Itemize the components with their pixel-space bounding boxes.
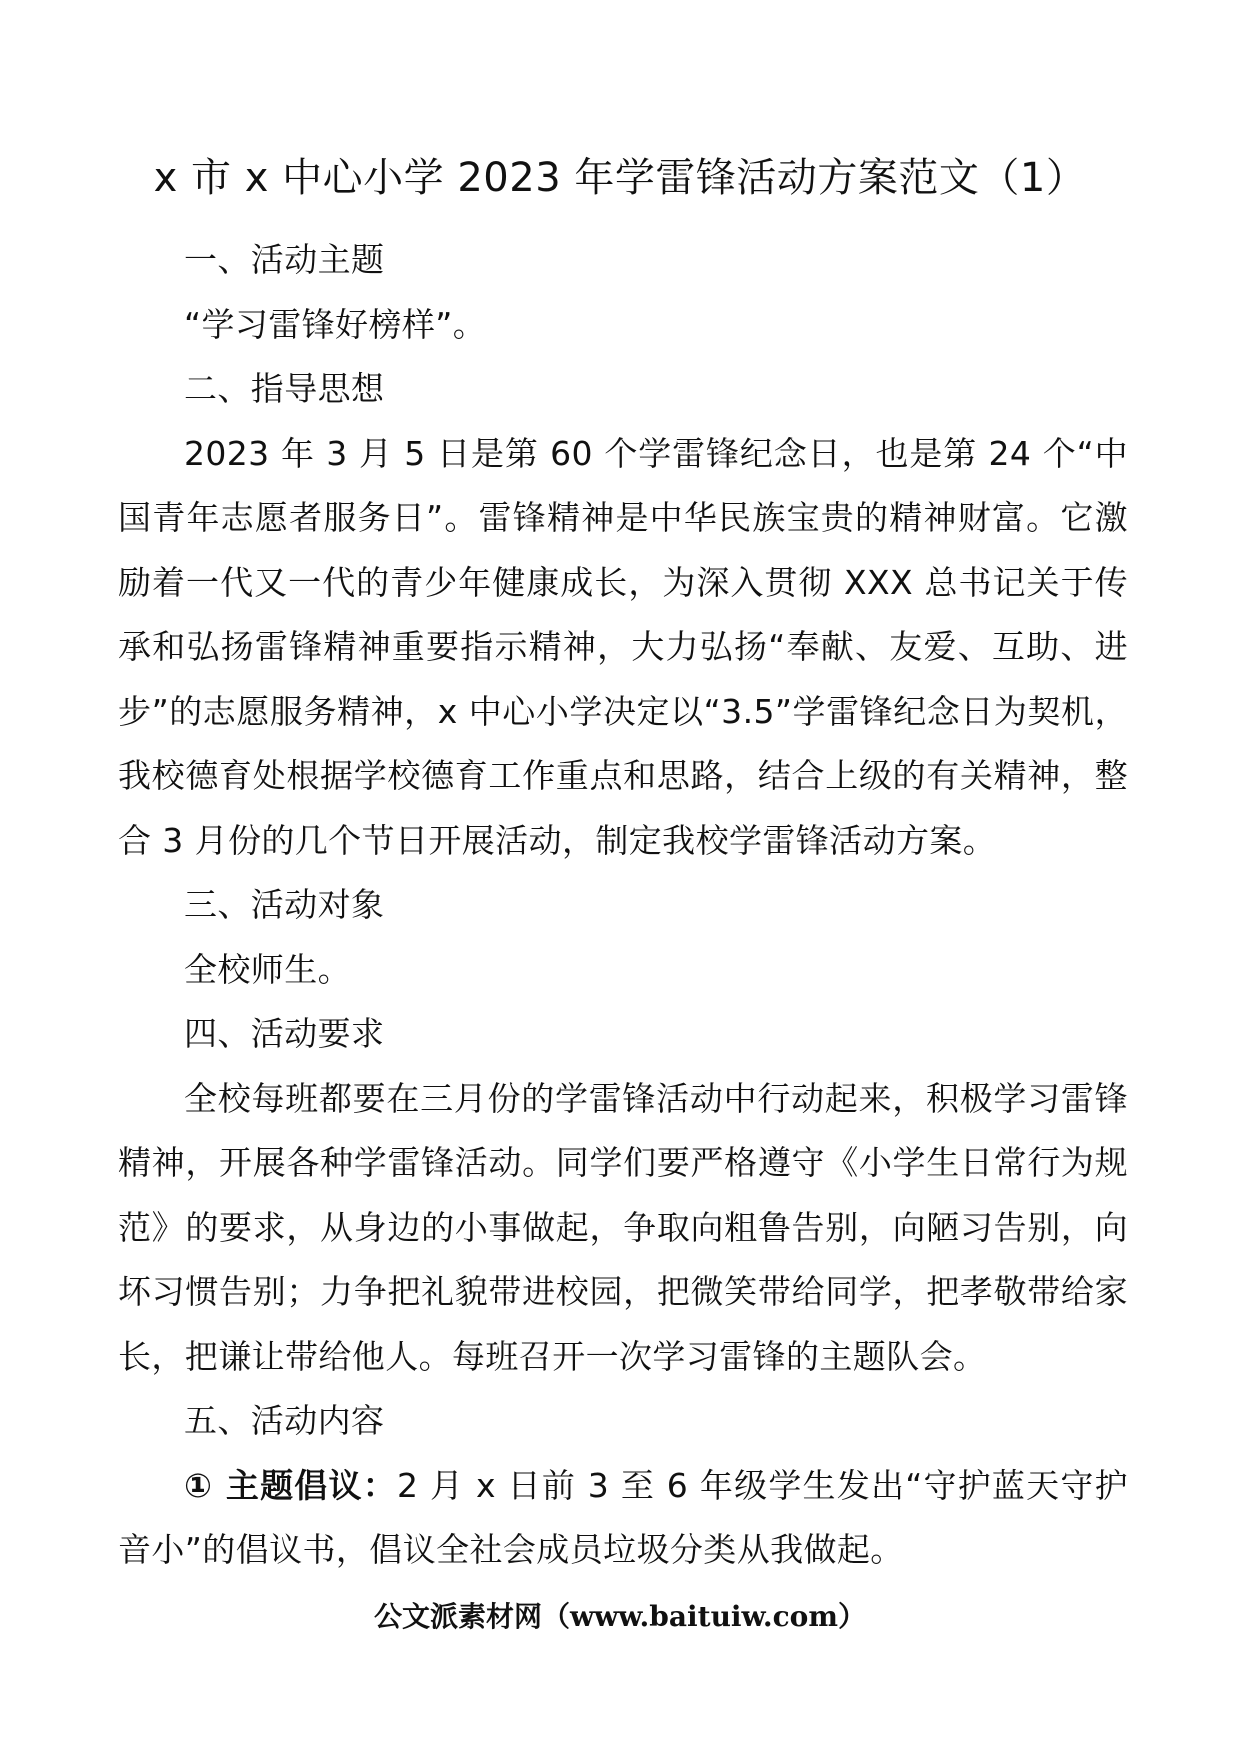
section-heading-requirements: 四、活动要求: [184, 1014, 385, 1053]
section-text-requirements: 全校每班都要在三月份的学雷锋活动中行动起来，积极学习雷锋精神，开展各种学雷锋活动。同学们要严格遵守《小学生日常行为规范》的要求，从身边的小事做起，争取向粗鲁告别，向陋习告别，向坏习惯告别；力争把礼貌带进校园，把微笑带给同学，把孝敬带给家长，把谦让带给他人。每班召开一次学习雷锋的主题队会。: [118, 1078, 1128, 1376]
content-item-1-label: ① 主题倡议：: [184, 1465, 397, 1505]
content-item-1-text: 2 月 x 日前 3 至 6 年级学生发出“守护蓝天守护音小”的倡议书，倡议全社会成员垃圾分类从我做起。: [118, 1465, 1128, 1569]
section-heading-participants: 三、活动对象: [184, 885, 385, 924]
section-text-guiding-ideology: 2023 年 3 月 5 日是第 60 个学雷锋纪念日，也是第 24 个“中国青年志愿者服务日”。雷锋精神是中华民族宝贵的精神财富。它激励着一代又一代的青少年健康成长，为深入贯彻 XXX 总书记关于传承和弘扬雷锋精神重要指示精神，大力弘扬“奉献、友爱、互助、进步”的志愿服务精神，x 中心小学决定以“3.5”学雷锋纪念日为契机，我校德育处根据学校德育工作重点和思路，结合上级的有关精神，整合 3 月份的几个节日开展活动，制定我校学雷锋活动方案。: [118, 433, 1128, 860]
document-title: x 市 x 中心小学 2023 年学雷锋活动方案范文（1）: [153, 155, 1087, 201]
section-heading-guiding-ideology: 二、指导思想: [184, 369, 385, 408]
section-heading-theme: 一、活动主题: [184, 240, 385, 279]
section-text-participants: 全校师生。: [184, 949, 351, 989]
section-heading-content: 五、活动内容: [184, 1401, 385, 1440]
section-text-theme: “学习雷锋好榜样”。: [184, 304, 487, 344]
content-item-1: [118, 1454, 1128, 1583]
document-body: [118, 228, 1128, 1583]
footer-source: 公文派素材网（www.baituiw.com）: [374, 1600, 866, 1633]
